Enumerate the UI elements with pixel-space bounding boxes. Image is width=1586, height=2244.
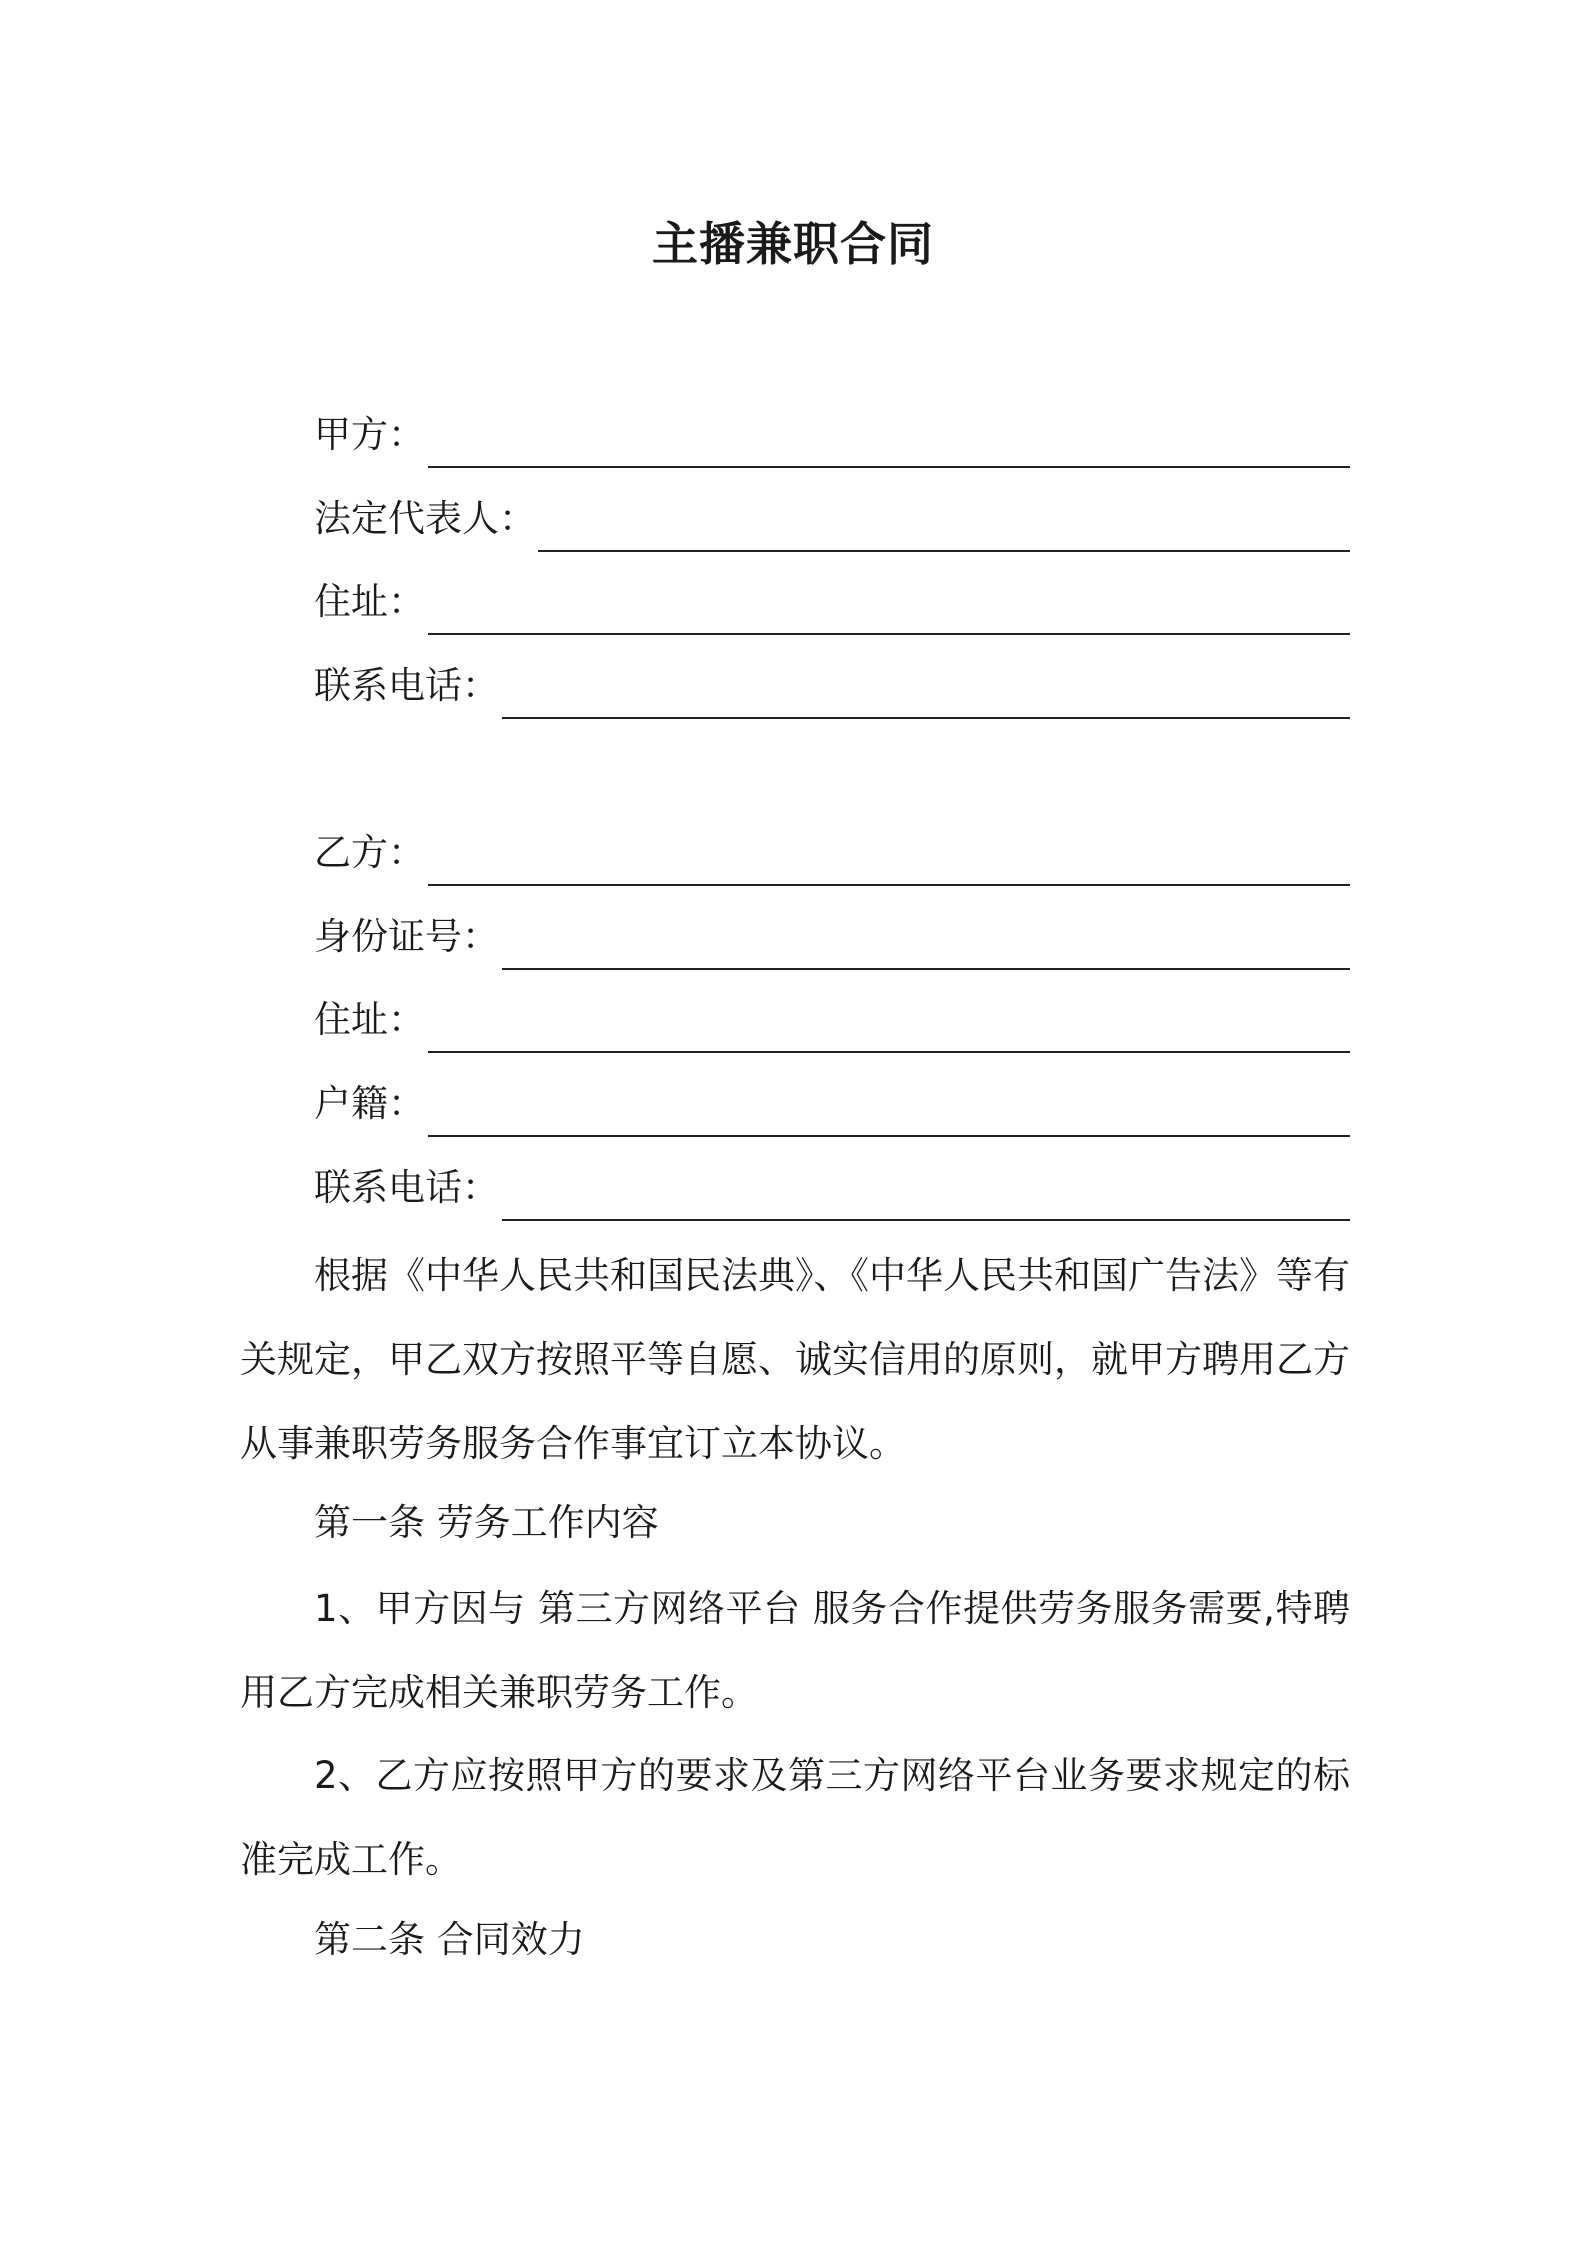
party-a-rep-field bbox=[314, 488, 1350, 552]
party-b-name-blank[interactable] bbox=[428, 884, 1350, 886]
party-a-name-label: 甲方： bbox=[314, 413, 425, 456]
party-b-address-field bbox=[314, 989, 1350, 1053]
party-b-household-blank[interactable] bbox=[428, 1135, 1350, 1137]
party-b-address-label: 住址： bbox=[314, 998, 425, 1041]
party-b-id-label: 身份证号： bbox=[314, 915, 499, 958]
party-b-household-field bbox=[314, 1073, 1350, 1137]
party-a-name-blank[interactable] bbox=[428, 466, 1350, 468]
party-a-rep-blank[interactable] bbox=[538, 550, 1350, 552]
party-a-address-field bbox=[314, 571, 1350, 635]
article-1-item-2: 2、乙方应按照甲方的要求及第三方网络平台业务要求规定的标准完成工作。 bbox=[240, 1754, 1350, 1881]
party-a-phone-blank[interactable] bbox=[502, 717, 1350, 719]
party-b-phone-label: 联系电话： bbox=[314, 1166, 499, 1209]
party-b-phone-blank[interactable] bbox=[502, 1219, 1350, 1221]
party-b-name-field bbox=[314, 822, 1350, 886]
party-a-name-field bbox=[314, 404, 1350, 468]
party-b-household-label: 户籍： bbox=[314, 1082, 425, 1125]
party-a-phone-field bbox=[314, 655, 1350, 719]
party-b-id-blank[interactable] bbox=[502, 968, 1350, 970]
party-b-id-field bbox=[314, 906, 1350, 970]
intro-paragraph: 根据《中华人民共和国民法典》、《中华人民共和国广告法》等有关规定，甲乙双方按照平等自愿、诚实信用的原则，就甲方聘用乙方从事兼职劳务服务合作事宜订立本协议。 bbox=[240, 1254, 1350, 1465]
party-a-address-blank[interactable] bbox=[428, 633, 1350, 635]
party-a-rep-label: 法定代表人： bbox=[314, 497, 536, 540]
party-a-address-label: 住址： bbox=[314, 580, 425, 623]
article-1-item-1: 1、甲方因与 第三方网络平台 服务合作提供劳务服务需要,特聘用乙方完成相关兼职劳务工作。 bbox=[240, 1587, 1350, 1714]
article-2-heading: 第二条 合同效力 bbox=[314, 1918, 585, 1961]
document-title: 主播兼职合同 bbox=[652, 217, 934, 271]
party-b-name-label: 乙方： bbox=[314, 831, 425, 874]
article-1-heading: 第一条 劳务工作内容 bbox=[314, 1501, 659, 1544]
party-b-phone-field bbox=[314, 1157, 1350, 1221]
party-b-address-blank[interactable] bbox=[428, 1051, 1350, 1053]
party-a-phone-label: 联系电话： bbox=[314, 664, 499, 707]
